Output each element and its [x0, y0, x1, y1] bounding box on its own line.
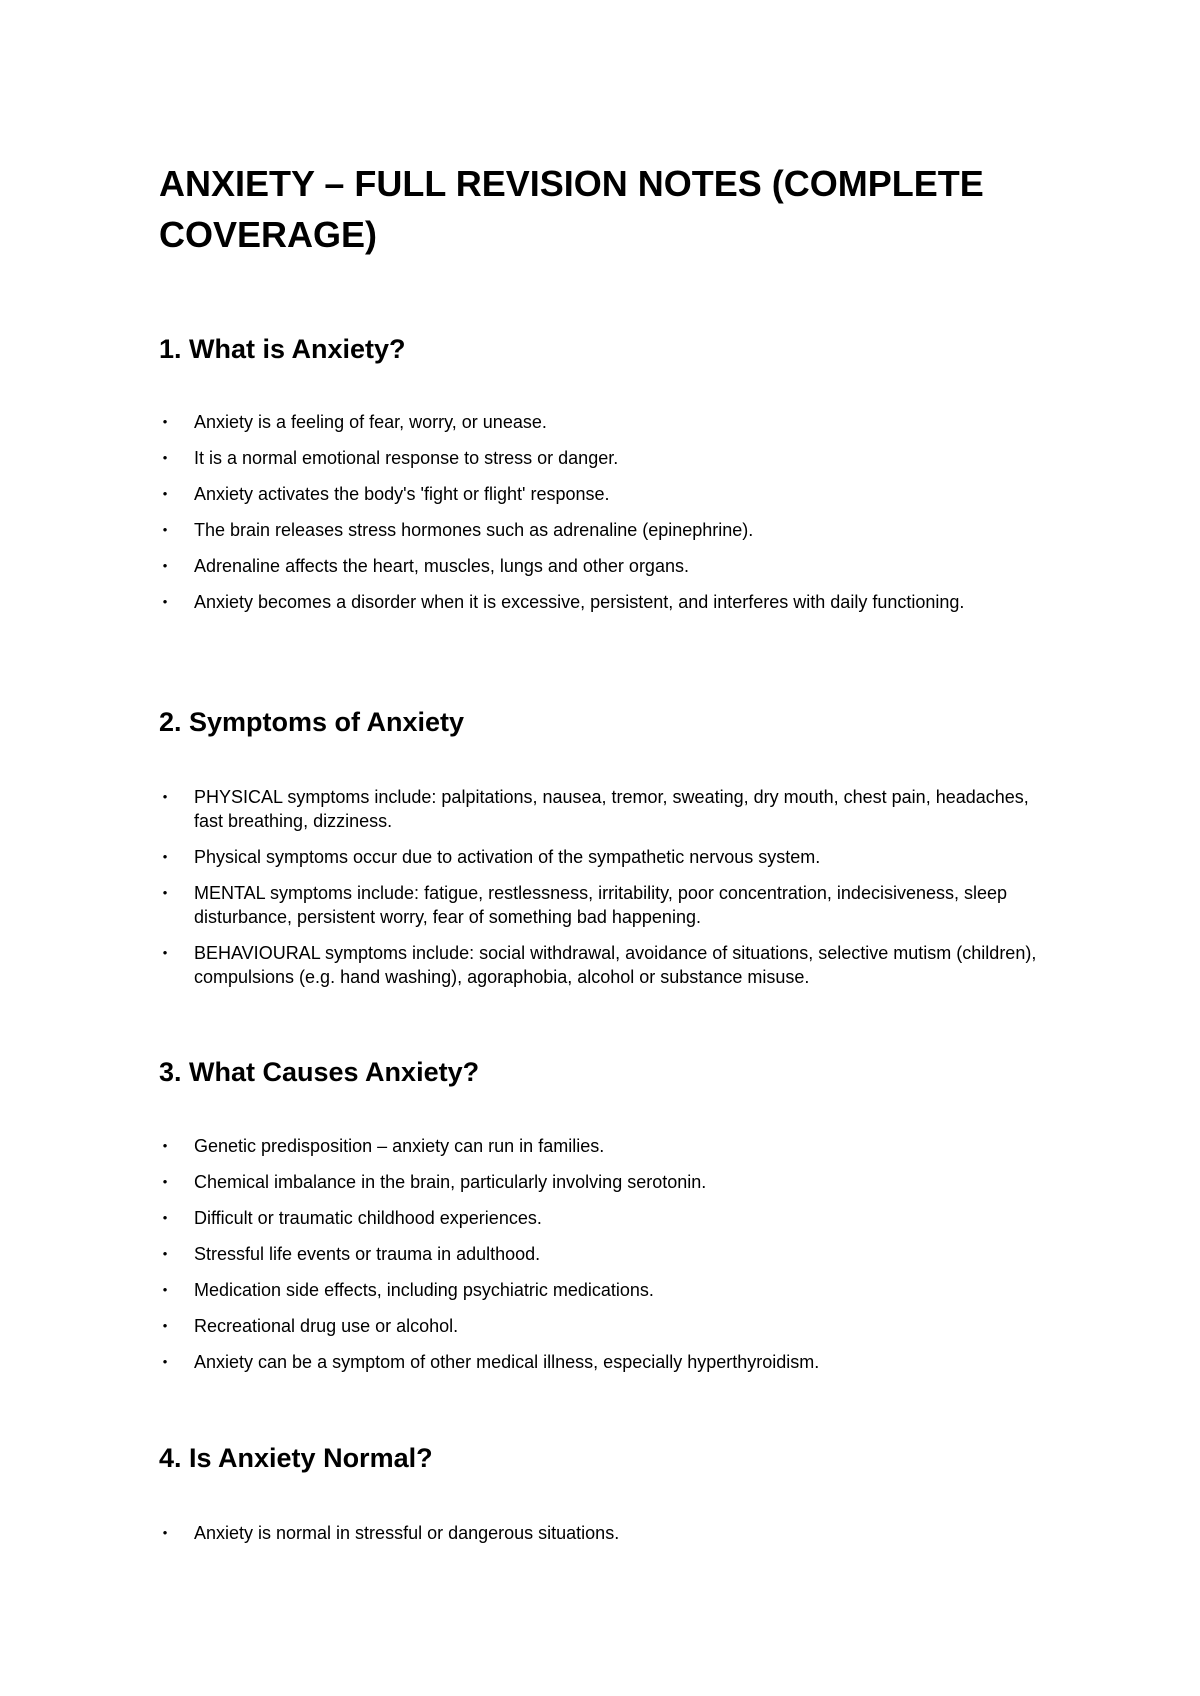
section-list-symptoms-of-anxiety [159, 785, 1059, 1001]
bullet-icon: • [162, 789, 168, 804]
list-item [159, 1521, 1059, 1545]
bullet-icon: • [162, 450, 168, 465]
bullet-icon: • [162, 522, 168, 537]
list-item-text: Anxiety can be a symptom of other medical illness, especially hyperthyroidism. [194, 1352, 820, 1372]
bullet-icon: • [162, 1282, 168, 1297]
document-title: ANXIETY – FULL REVISION NOTES (COMPLETE COVERAGE) [159, 163, 984, 255]
list-item-text: Anxiety is normal in stressful or dangerous situations. [194, 1523, 620, 1543]
list-item [159, 1206, 1059, 1230]
section-heading-what-is-anxiety: 1. What is Anxiety? [159, 334, 406, 364]
bullet-icon: • [162, 594, 168, 609]
bullet-icon: • [162, 1525, 168, 1540]
list-item [159, 590, 1059, 614]
list-item-text: Anxiety becomes a disorder when it is excessive, persistent, and interferes with daily functioning. [194, 592, 965, 612]
section-heading-symptoms-of-anxiety: 2. Symptoms of Anxiety [159, 707, 465, 737]
list-item-text: Recreational drug use or alcohol. [194, 1316, 459, 1336]
section-heading-is-anxiety-normal: 4. Is Anxiety Normal? [159, 1443, 433, 1473]
list-item-text: Adrenaline affects the heart, muscles, lungs and other organs. [194, 556, 689, 576]
list-item-text: The brain releases stress hormones such as adrenaline (epinephrine). [194, 520, 754, 540]
list-item [159, 785, 1059, 833]
list-item-text: PHYSICAL symptoms include: palpitations, nausea, tremor, sweating, dry mouth, chest pain, headaches, fast breathing, dizziness. [194, 787, 1029, 831]
bullet-icon: • [162, 1354, 168, 1369]
list-item [159, 1314, 1059, 1338]
section-list-is-anxiety-normal [159, 1521, 1059, 1557]
list-item-text: BEHAVIOURAL symptoms include: social withdrawal, avoidance of situations, selective mutism (children), compulsions (e.g. hand washing), agoraphobia, alcohol or substance misuse. [194, 943, 1037, 987]
list-item-text: Physical symptoms occur due to activation of the sympathetic nervous system. [194, 847, 821, 867]
list-item-text: It is a normal emotional response to stress or danger. [194, 448, 619, 468]
bullet-icon: • [162, 1210, 168, 1225]
list-item-text: Chemical imbalance in the brain, particularly involving serotonin. [194, 1172, 707, 1192]
bullet-icon: • [162, 945, 168, 960]
section-heading-what-causes-anxiety: 3. What Causes Anxiety? [159, 1057, 480, 1087]
list-item-text: Anxiety is a feeling of fear, worry, or unease. [194, 412, 547, 432]
bullet-icon: • [162, 1318, 168, 1333]
list-item [159, 881, 1059, 929]
list-item [159, 1242, 1059, 1266]
bullet-icon: • [162, 486, 168, 501]
list-item [159, 410, 1059, 434]
bullet-icon: • [162, 849, 168, 864]
list-item [159, 446, 1059, 470]
list-item [159, 554, 1059, 578]
section-list-what-is-anxiety [159, 410, 1059, 626]
list-item [159, 845, 1059, 869]
list-item-text: Anxiety activates the body's 'fight or flight' response. [194, 484, 610, 504]
list-item [159, 1278, 1059, 1302]
list-item [159, 482, 1059, 506]
bullet-icon: • [162, 1246, 168, 1261]
list-item-text: Stressful life events or trauma in adulthood. [194, 1244, 541, 1264]
list-item [159, 518, 1059, 542]
bullet-icon: • [162, 414, 168, 429]
section-list-what-causes-anxiety [159, 1134, 1059, 1386]
bullet-icon: • [162, 558, 168, 573]
bullet-icon: • [162, 1174, 168, 1189]
list-item [159, 1170, 1059, 1194]
bullet-icon: • [162, 885, 168, 900]
list-item [159, 941, 1059, 989]
bullet-icon: • [162, 1138, 168, 1153]
list-item-text: MENTAL symptoms include: fatigue, restlessness, irritability, poor concentration, indecisiveness, sleep disturbance, persistent worry, fear of something bad happening. [194, 883, 1008, 927]
list-item-text: Difficult or traumatic childhood experiences. [194, 1208, 542, 1228]
list-item [159, 1350, 1059, 1374]
list-item-text: Genetic predisposition – anxiety can run in families. [194, 1136, 605, 1156]
list-item-text: Medication side effects, including psychiatric medications. [194, 1280, 654, 1300]
list-item [159, 1134, 1059, 1158]
